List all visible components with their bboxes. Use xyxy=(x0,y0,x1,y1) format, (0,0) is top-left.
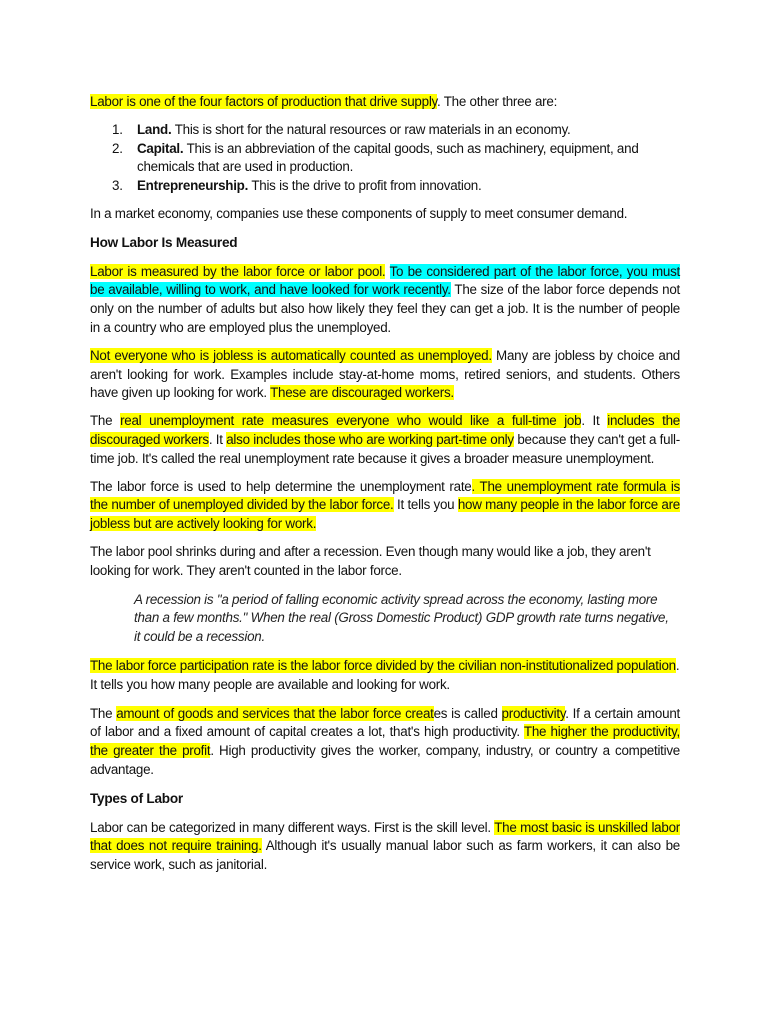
list-number: 3. xyxy=(112,178,123,194)
factors-list xyxy=(90,121,680,196)
text-span: . It xyxy=(581,413,608,429)
highlight: amount of goods and services that the labor force creat xyxy=(116,705,434,721)
text-span: . It tells you how many people are available and looking for work. xyxy=(90,657,680,692)
list-item xyxy=(90,121,680,140)
highlight: . The unemployment rate formula is the number of unemployed divided by the labor force. xyxy=(90,478,680,513)
productivity-paragraph xyxy=(90,705,680,780)
highlight: how many people in the labor force are jobless but are actively looking for work. xyxy=(90,497,680,532)
text-span: . It xyxy=(208,431,227,447)
text-span: Labor can be categorized in many different ways. First is the skill level. xyxy=(90,819,495,835)
list-item xyxy=(90,177,680,196)
real-rate-paragraph xyxy=(90,412,680,468)
text-span: because they can't get a full-time job. It's called the real unemployment rate because it gives a broader measure unemployment. xyxy=(90,431,680,466)
measured-paragraph xyxy=(90,263,680,338)
highlight: Labor is measured by the labor force or labor pool. xyxy=(90,263,386,279)
highlight: also includes those who are working part-time only xyxy=(226,431,514,447)
list-item xyxy=(90,140,680,178)
highlight: The most basic is unskilled labor that does not require training. xyxy=(90,819,680,854)
text-span: . High productivity gives the worker, company, industry, or country a competitive advantage. xyxy=(90,743,681,777)
text-span: es is called xyxy=(433,705,502,721)
list-term: Capital. xyxy=(137,140,184,156)
market-paragraph: In a market economy, companies use these components of supply to meet consumer demand. xyxy=(90,205,628,221)
list-term: Land. xyxy=(137,121,172,137)
text-span: It tells you xyxy=(393,497,458,513)
section-heading: How Labor Is Measured xyxy=(90,234,238,250)
highlight: These are discouraged workers. xyxy=(270,385,454,401)
highlight: includes the discouraged workers xyxy=(90,413,680,447)
list-text: This is the drive to profit from innovation. xyxy=(248,178,482,194)
text-span: The labor force is used to help determine the unemployment rate xyxy=(90,478,472,494)
unemployment-formula-paragraph xyxy=(90,478,680,534)
list-term: Entrepreneurship. xyxy=(137,178,249,194)
text-span: Although it's usually manual labor such as farm workers, it can also be service work, such as janitorial. xyxy=(90,838,680,873)
list-text: This is an abbreviation of the capital goods, such as machinery, equipment, and chemicals that are used in production. xyxy=(137,140,639,175)
list-number: 2. xyxy=(112,140,123,156)
text-span xyxy=(385,264,389,279)
text-span: Many are jobless by choice and aren't looking for work. Examples include stay-at-home moms, retired seniors, and students. Others have given up looking for work. xyxy=(90,347,680,401)
highlight: Labor is one of the four factors of production that drive supply xyxy=(90,94,437,109)
highlight: The labor force participation rate is the labor force divided by the civilian non-institutionalized population xyxy=(90,657,676,673)
text-span: The size of the labor force depends not only on the number of adults but also how likely they feel they can get a job. It is the number of people in a country who are employed plus the unemployed. xyxy=(90,282,680,335)
highlight-cyan: To be considered part of the labor force, you must be available, willing to work, and have looked for work recently. xyxy=(90,263,680,298)
highlight: real unemployment rate measures everyone who would like a full-time job xyxy=(120,413,582,429)
labor-pool-paragraph: The labor pool shrinks during and after a recession. Even though many would like a job, they aren't looking for work. They aren't counted in the labor force. xyxy=(90,543,651,578)
list-number: 1. xyxy=(112,121,123,137)
types-paragraph xyxy=(90,819,680,875)
list-text: This is short for the natural resources or raw materials in an economy. xyxy=(171,121,571,137)
text-span: . The other three are: xyxy=(437,94,558,109)
recession-quote: A recession is "a period of falling economic activity spread across the economy, lasting more than a few months." When the real (Gross Domestic Product) GDP growth rate turns negative, it could be a recession. xyxy=(134,591,669,645)
text-span: The xyxy=(90,705,117,721)
intro-paragraph xyxy=(90,93,680,112)
highlight: productivity xyxy=(501,705,566,721)
document-body xyxy=(90,93,680,875)
participation-paragraph xyxy=(90,657,680,695)
highlight: Not everyone who is jobless is automatically counted as unemployed. xyxy=(90,347,492,363)
text-span: . If a certain amount of labor and a fixed amount of capital creates a lot, that's high productivity. xyxy=(90,705,680,740)
jobless-paragraph xyxy=(90,347,680,403)
text-span: The xyxy=(90,413,121,429)
section-heading: Types of Labor xyxy=(90,790,183,806)
highlight: The higher the productivity, the greater the profit xyxy=(90,724,680,759)
